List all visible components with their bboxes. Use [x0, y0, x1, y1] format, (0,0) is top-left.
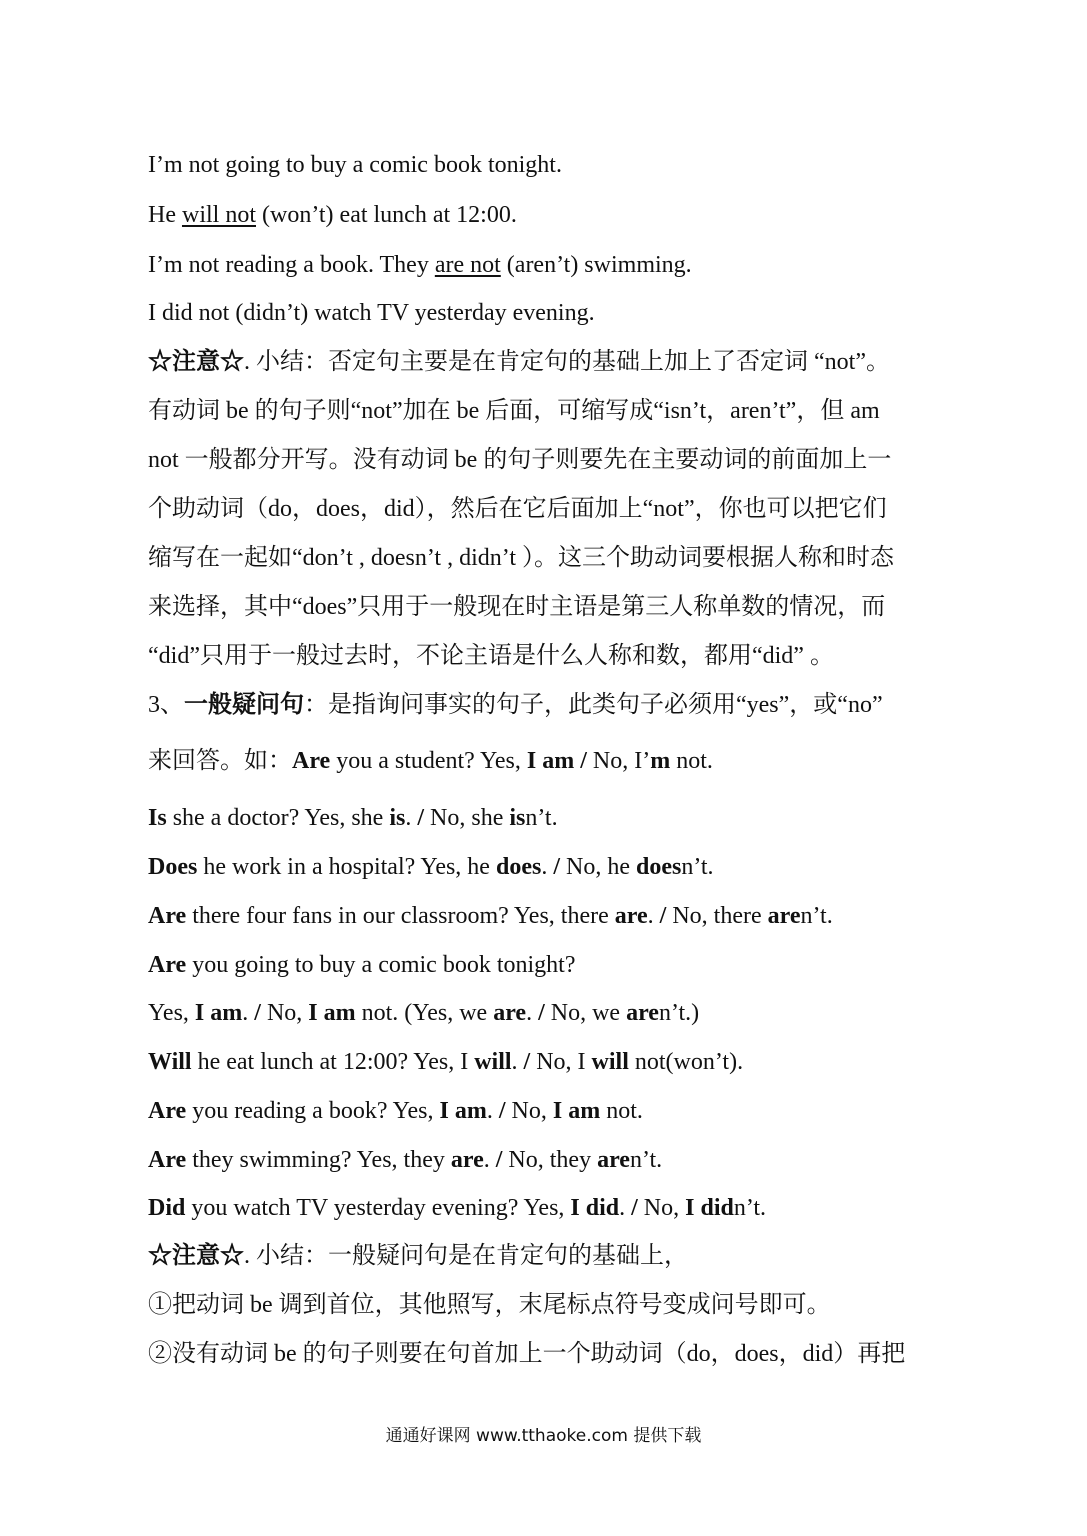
bold-text: Are	[148, 1147, 187, 1173]
bold-text: /	[553, 854, 560, 880]
text-segment: he eat lunch at 12:00? Yes, I	[191, 1049, 475, 1075]
bold-text: I am	[194, 1000, 243, 1026]
note-negative-line-7	[148, 641, 939, 671]
text-segment: No, she	[424, 805, 510, 831]
note-negative-line-6	[148, 592, 939, 622]
bold-text: are	[450, 1147, 484, 1173]
note-question-line-2	[148, 1290, 939, 1320]
example-will	[148, 1047, 939, 1077]
sentence-negative-1	[148, 150, 939, 180]
note-question-line-1	[148, 1241, 939, 1271]
bold-text: /	[495, 1147, 503, 1173]
example-are-there	[148, 901, 939, 931]
bold-text: does	[495, 854, 542, 880]
sentence-negative-3	[148, 250, 939, 280]
text-segment: not.	[670, 748, 713, 774]
text-segment: ①把动词 be 调到首位，其他照写，末尾标点符号变成问号即可。	[148, 1292, 831, 1318]
bold-text: 一般疑问句	[184, 692, 304, 718]
bold-text: are	[767, 903, 801, 929]
example-are-you-going-answer	[148, 998, 939, 1028]
bold-text: ☆注意☆	[148, 1243, 244, 1269]
text-segment: they swimming? Yes, they	[186, 1147, 451, 1173]
example-are-you-going	[148, 950, 939, 980]
example-are-they	[148, 1145, 939, 1175]
text-segment: .	[242, 1000, 255, 1026]
bold-text: /	[254, 1000, 261, 1026]
text-segment: n’t.	[800, 903, 833, 929]
text-segment: there four fans in our classroom? Yes, there	[186, 903, 615, 929]
text-segment: No, I’	[586, 748, 651, 774]
text-segment: 3、	[148, 692, 184, 718]
text-segment: No, they	[502, 1147, 598, 1173]
text-segment: .	[541, 854, 554, 880]
bold-text: Did	[148, 1195, 186, 1221]
text-segment: .	[619, 1195, 632, 1221]
bold-text: I am /	[526, 748, 587, 774]
underlined-text: are not	[434, 252, 501, 278]
bold-text: /	[659, 903, 667, 929]
bold-text: Is	[148, 805, 167, 831]
page-footer: 通通好课网 www.tthaoke.com 提供下载	[385, 1426, 702, 1446]
text-segment: not.	[600, 1098, 643, 1124]
bold-text: I did	[685, 1195, 734, 1221]
text-segment: (won’t) eat lunch at 12:00.	[256, 202, 517, 228]
text-segment: n’t.	[525, 805, 558, 831]
bold-text: /	[523, 1049, 531, 1075]
text-segment: not. (Yes, we	[355, 1000, 494, 1026]
text-segment: n’t.)	[658, 1000, 700, 1026]
bold-text: Will	[148, 1049, 192, 1075]
note-negative-line-3	[148, 445, 939, 475]
note-negative-line-5	[148, 543, 939, 573]
bold-text: will	[591, 1049, 629, 1075]
text-segment: . 小结：一般疑问句是在肯定句的基础上，	[244, 1243, 688, 1269]
text-segment: 个助动词（do，does，did），然后在它后面加上“not”，你也可以把它们	[148, 496, 887, 522]
text-segment: No, he	[559, 854, 636, 880]
bold-text: are	[626, 1000, 659, 1026]
text-segment: n’t.	[629, 1147, 663, 1173]
text-segment: No, we	[544, 1000, 627, 1026]
example-did	[148, 1193, 939, 1223]
text-segment: No,	[260, 1000, 309, 1026]
text-segment: you a student? Yes,	[330, 748, 527, 774]
text-segment: No, I	[530, 1049, 592, 1075]
bold-text: is	[389, 805, 406, 831]
underlined-text: will not	[181, 202, 256, 228]
text-segment: (aren’t) swimming.	[500, 252, 692, 278]
text-segment: I’m not going to buy a comic book tonight.	[148, 152, 562, 178]
text-segment: .	[486, 1098, 499, 1124]
bold-text: is	[509, 805, 526, 831]
note-negative-line-1	[148, 347, 939, 377]
bold-text: /	[498, 1098, 506, 1124]
text-segment: I did not (didn’t) watch TV yesterday evening.	[148, 300, 595, 326]
bold-text: Are	[292, 748, 331, 774]
text-segment: 来回答。如：	[148, 748, 292, 774]
bold-text: ☆注意☆	[148, 349, 244, 375]
note-question-line-3	[148, 1339, 939, 1369]
text-segment: n’t.	[681, 854, 714, 880]
note-negative-line-4	[148, 494, 939, 524]
bold-text: are	[493, 1000, 527, 1026]
text-segment: .	[483, 1147, 496, 1173]
example-are-you-reading	[148, 1096, 939, 1126]
text-segment: ②没有动词 be 的句子则要在句首加上一个助动词（do，does，did）再把	[148, 1341, 906, 1367]
bold-text: I am	[308, 1000, 356, 1026]
bold-text: does	[635, 854, 682, 880]
section-3-heading	[148, 690, 939, 720]
text-segment: .	[647, 903, 660, 929]
text-segment: n’t.	[733, 1195, 767, 1221]
text-segment: 缩写在一起如“don’t , doesn’t , didn’t ）。这三个助动词要根据人称和时态	[148, 545, 894, 571]
text-segment: you watch TV yesterday evening? Yes,	[185, 1195, 571, 1221]
bold-text: /	[631, 1195, 638, 1221]
text-segment: He	[148, 202, 182, 228]
text-segment: Yes,	[148, 1000, 195, 1026]
example-is	[148, 803, 939, 833]
text-segment: “did”只用于一般过去时，不论主语是什么人称和数，都用“did” 。	[148, 643, 834, 669]
text-segment: .	[526, 1000, 539, 1026]
sentence-negative-4	[148, 298, 939, 328]
bold-text: are	[597, 1147, 630, 1173]
bold-text: /	[417, 805, 425, 831]
text-segment: .	[511, 1049, 524, 1075]
text-segment: he work in a hospital? Yes, he	[197, 854, 496, 880]
text-segment: .	[405, 805, 418, 831]
text-segment: No,	[505, 1098, 553, 1124]
text-segment: . 小结：否定句主要是在肯定句的基础上加上了否定词 “not”。	[244, 349, 890, 375]
bold-text: m	[650, 748, 671, 774]
text-segment: you reading a book? Yes,	[186, 1098, 440, 1124]
text-segment: not(won’t).	[628, 1049, 744, 1075]
section-3-example-intro	[148, 746, 939, 776]
bold-text: /	[538, 1000, 545, 1026]
text-segment: you going to buy a comic book tonight?	[186, 952, 576, 978]
text-segment: not 一般都分开写。没有动词 be 的句子则要先在主要动词的前面加上一	[148, 447, 892, 473]
text-segment: No,	[637, 1195, 686, 1221]
text-segment: 有动词 be 的句子则“not”加在 be 后面，可缩写成“isn’t，aren’t”，但 am	[148, 398, 880, 424]
bold-text: Are	[148, 903, 187, 929]
sentence-negative-2	[148, 200, 939, 230]
note-negative-line-2	[148, 396, 939, 426]
bold-text: Does	[148, 854, 198, 880]
bold-text: I did	[570, 1195, 620, 1221]
bold-text: Are	[148, 952, 187, 978]
bold-text: I am	[439, 1098, 487, 1124]
bold-text: Are	[148, 1098, 187, 1124]
text-segment: No, there	[666, 903, 768, 929]
bold-text: are	[614, 903, 648, 929]
text-segment: she a doctor? Yes, she	[166, 805, 390, 831]
text-segment: 来选择，其中“does”只用于一般现在时主语是第三人称单数的情况，而	[148, 594, 886, 620]
example-does	[148, 852, 939, 882]
text-segment: ：是指询问事实的句子，此类句子必须用“yes”，或“no”	[304, 692, 883, 718]
text-segment: I’m not reading a book. They	[148, 252, 435, 278]
bold-text: will	[474, 1049, 512, 1075]
bold-text: I am	[552, 1098, 601, 1124]
